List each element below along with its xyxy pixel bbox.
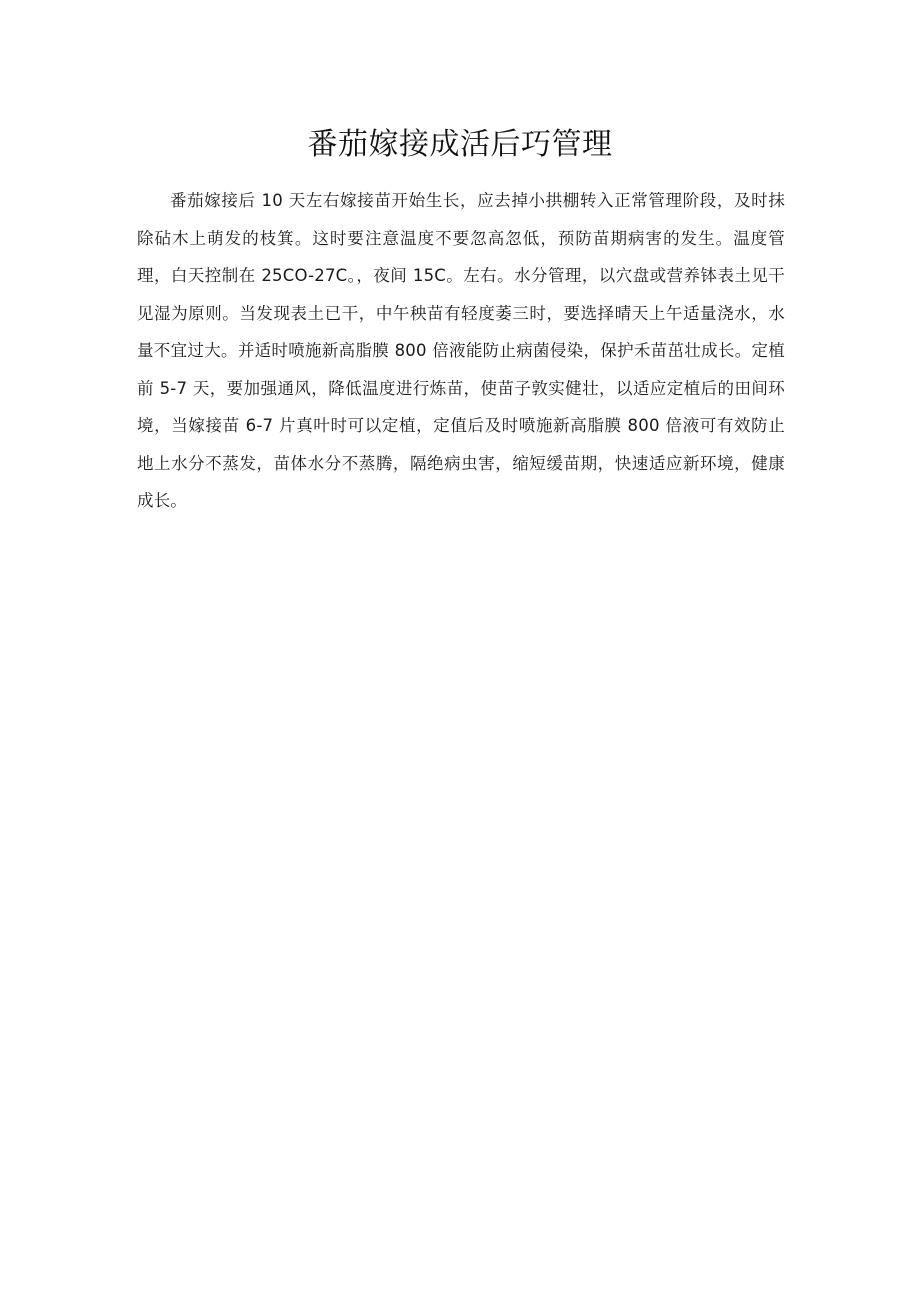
document-paragraph: 番茄嫁接后 10 天左右嫁接苗开始生长，应去掉小拱棚转入正常管理阶段，及时抹除砧木上萌发的枝箕。这时要注意温度不要忽高忽低，预防苗期病害的发生。温度管理，白天控制在 25CO-27C。，夜间 15C。左右。水分管理，以穴盘或营养钵表土见干见湿为原则。当发现表土已干，中午秧苗有轻度萎三时，要选择晴天上午适量浇水，水量不宜过大。并适时喷施新高脂膜 800 倍液能防止病菌侵染，保护禾苗茁壮成长。定植前 5-7 天，要加强通风，降低温度进行炼苗，使苗子敦实健壮，以适应定植后的田间环境，当嫁接苗 6-7 片真叶时可以定植，定值后及时喷施新高脂膜 800 倍液可有效防止地上水分不蒸发，苗体水分不蒸腾，隔绝病虫害，缩短缓苗期，快速适应新环境，健康成长。 bbox=[137, 191, 785, 510]
document-title: 番茄嫁接成活后巧管理 bbox=[307, 127, 613, 162]
